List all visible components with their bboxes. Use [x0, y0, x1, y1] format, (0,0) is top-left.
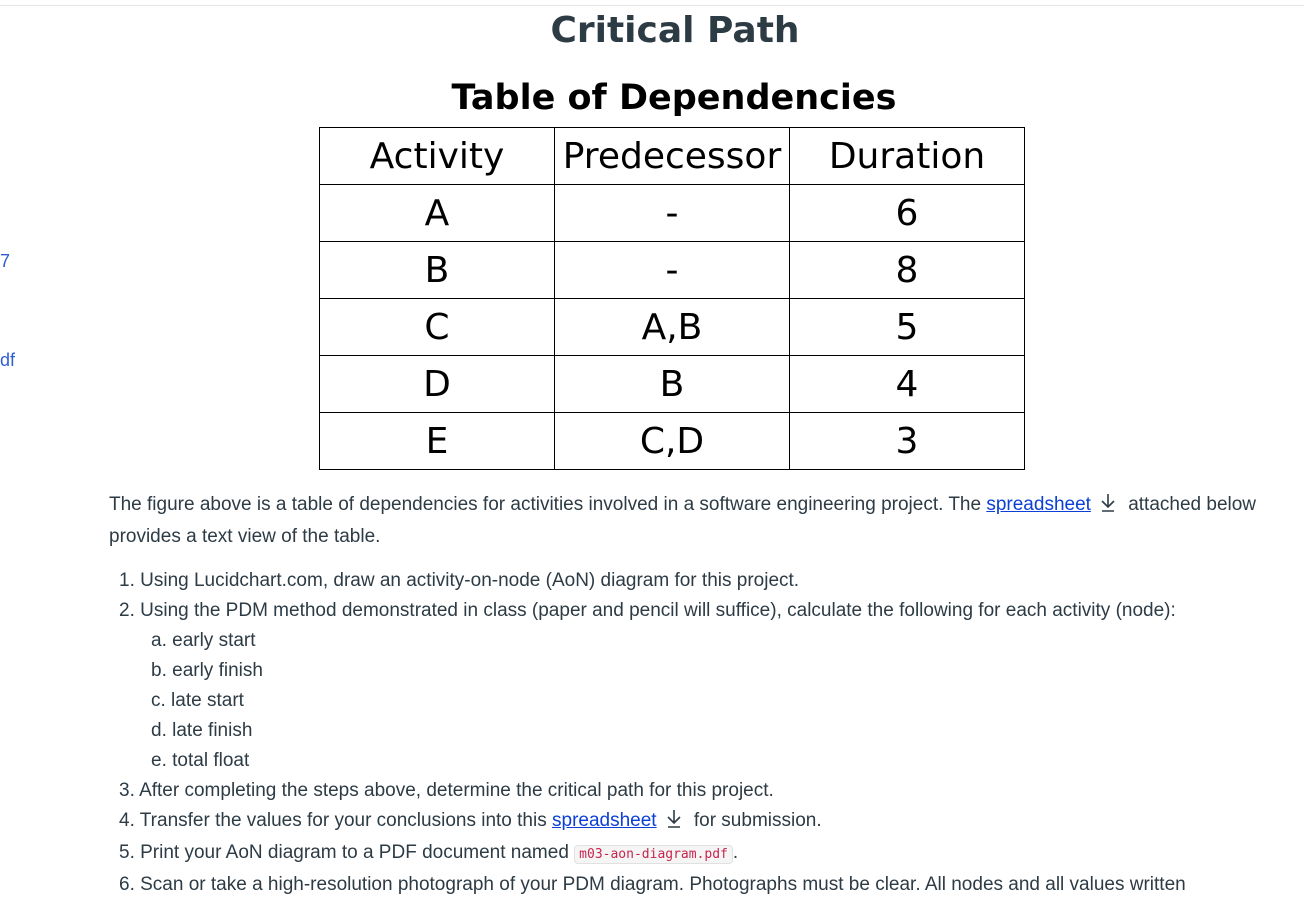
intro-paragraph	[109, 490, 1259, 552]
page-title: Critical Path	[550, 10, 800, 51]
duration-cell: 6	[790, 185, 1025, 242]
spreadsheet-link[interactable]: spreadsheet	[552, 810, 657, 831]
figure-title: Table of Dependencies	[451, 78, 897, 118]
predecessor-cell: -	[555, 242, 790, 299]
duration-cell: 4	[790, 356, 1025, 413]
column-header: Activity	[320, 128, 555, 185]
download-icon[interactable]	[1099, 492, 1119, 522]
column-header: Duration	[790, 128, 1025, 185]
activity-cell: C	[320, 299, 555, 356]
instructions-list	[119, 566, 1299, 900]
sub-list-item: d. late finish	[151, 720, 253, 741]
predecessor-cell: C,D	[555, 413, 790, 470]
sub-list	[119, 626, 1299, 776]
sidebar-link-fragment[interactable]: df	[0, 350, 16, 370]
list-item: 1. Using Lucidchart.com, draw an activity-on-node (AoN) diagram for this project.	[119, 570, 800, 591]
list-item: 3. After completing the steps above, determine the critical path for this project.	[119, 780, 774, 801]
sub-list-item: b. early finish	[151, 660, 263, 681]
list-item	[119, 838, 1299, 870]
intro-text: attached below provides a text view of the table.	[109, 494, 1257, 547]
step-text: 4. Transfer the values for your conclusions into this	[119, 810, 552, 831]
step-text: for submission.	[688, 810, 822, 831]
table-row	[320, 356, 1025, 413]
sub-list-item: a. early start	[151, 630, 256, 651]
duration-cell: 3	[790, 413, 1025, 470]
list-item: 6. Scan or take a high-resolution photograph of your PDM diagram. Photographs must be clear. All nodes and all values written	[119, 874, 1186, 895]
activity-cell: A	[320, 185, 555, 242]
filename-code: m03-aon-diagram.pdf	[574, 845, 733, 864]
activity-cell: D	[320, 356, 555, 413]
sidebar-link-fragment[interactable]: 7	[0, 251, 11, 271]
step-text: .	[732, 842, 739, 863]
top-divider	[0, 5, 1304, 6]
predecessor-cell: A,B	[555, 299, 790, 356]
table-row	[320, 185, 1025, 242]
table-header-row	[320, 128, 1025, 185]
activity-cell: B	[320, 242, 555, 299]
duration-cell: 5	[790, 299, 1025, 356]
dependencies-table	[319, 127, 1025, 470]
table-row	[320, 299, 1025, 356]
duration-cell: 8	[790, 242, 1025, 299]
step-text: 5. Print your AoN diagram to a PDF document named	[119, 842, 575, 863]
step-text: 2. Using the PDM method demonstrated in class (paper and pencil will suffice), calculate the following for each activity (node):	[119, 600, 1176, 621]
predecessor-cell: B	[555, 356, 790, 413]
download-icon[interactable]	[665, 808, 685, 838]
list-item	[119, 596, 1299, 776]
intro-text: The figure above is a table of dependencies for activities involved in a software engineering project. The	[109, 494, 987, 515]
sub-list-item: e. total float	[151, 750, 250, 771]
predecessor-cell: -	[555, 185, 790, 242]
table-row	[320, 242, 1025, 299]
activity-cell: E	[320, 413, 555, 470]
table-row	[320, 413, 1025, 470]
list-item	[119, 806, 1299, 838]
sub-list-item: c. late start	[151, 690, 244, 711]
spreadsheet-link[interactable]: spreadsheet	[986, 494, 1091, 515]
column-header: Predecessor	[555, 128, 790, 185]
